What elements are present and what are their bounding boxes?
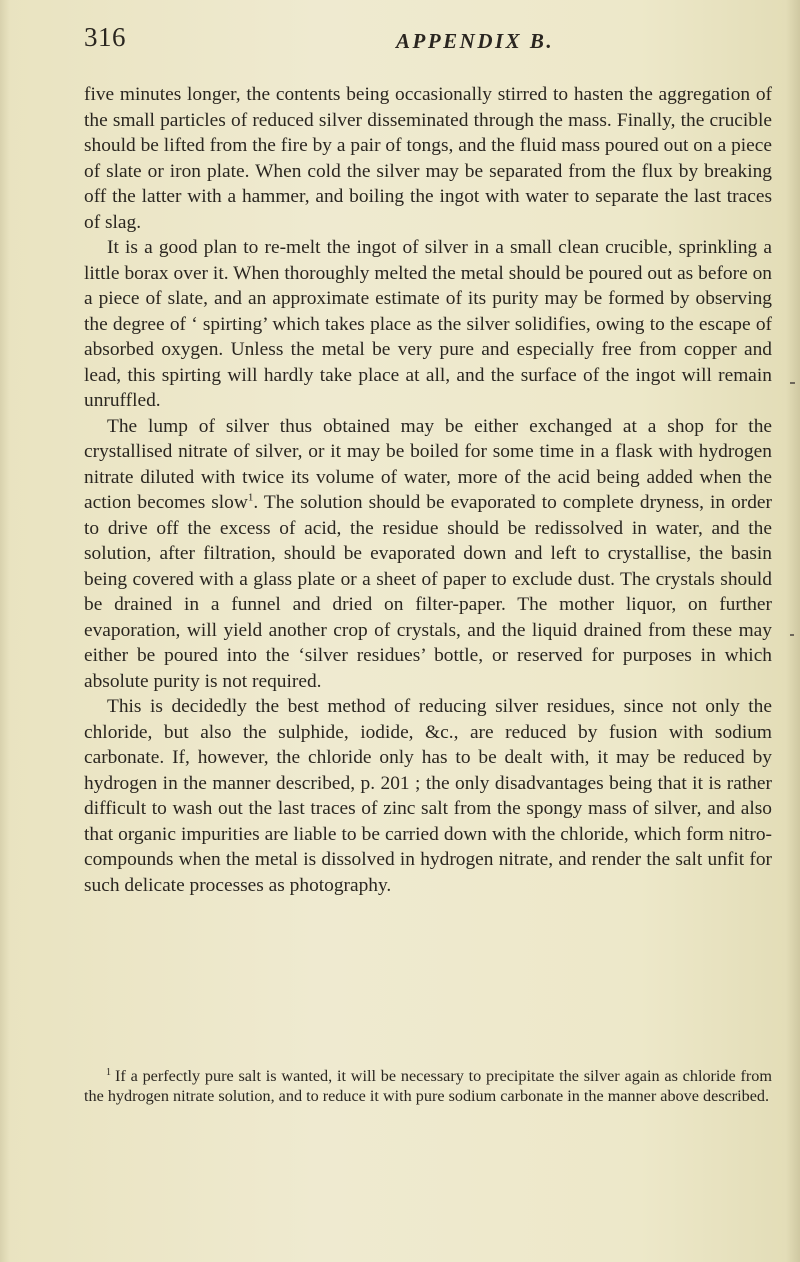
paragraph-3 [84, 414, 772, 695]
page-header [84, 22, 772, 62]
footnote [84, 1066, 772, 1106]
page-edge-shadow [786, 0, 800, 1262]
paragraph-2: It is a good plan to re-melt the ingot of silver in a small clean crucible, sprinkling a little borax over it. When thoroughly melted the metal should be poured out as before on a piece of slate, and an approximate estimate of its purity may be formed by observing the degree of ‘ spirting’ which takes place as the silver solidifies, owing to the escape of absorbed oxygen. Unless the metal be very pure and especially free from copper and lead, this spirting will hardly take place at all, and the surface of the ingot will remain unruffled. [84, 237, 772, 411]
paragraph-3-text-b: . The solution should be evaporated to complete dryness, in order to drive off the excess of acid, the residue should be redissolved in water, and the solution, after filtration, should be evaporated down and left to crystallise, the basin being covered with a glass plate or a sheet of paper to exclude dust. The crystals should be drained in a funnel and dried on filter-paper. The mother liquor, on further evaporation, will yield another crop of crystals, and the liquid drained from these may either be poured into the ‘silver residues’ bottle, or reserved for purposes in which absolute purity is not required. [84, 492, 772, 692]
body-text [84, 82, 772, 898]
page-number: 316 [84, 22, 126, 52]
paragraph-4: This is decidedly the best method of reducing silver residues, since not only the chloride, but also the sulphide, iodide, &c., are reduced by fusion with sodium carbonate. If, however, the chloride only has to be dealt with, it may be reduced by hydrogen in the manner described, p. 201 ; the only disadvantages being that it is rather difficult to wash out the last traces of zinc salt from the spongy mass of silver, and also that organic impurities are liable to be carried down with the chloride, which form nitro-compounds when the metal is dissolved in hydrogen nitrate, and render the salt unfit for such delicate processes as photography. [84, 696, 772, 896]
paragraph-1: five minutes longer, the contents being occasionally stirred to hasten the aggregation of the small particles of reduced silver disseminated through the mass. Finally, the crucible should be lifted from the fire by a pair of tongs, and the fluid mass poured out on a piece of slate or iron plate. When cold the silver may be separated from the flux by breaking off the latter with a hammer, and boiling the ingot with water to separate the last traces of slag. [84, 84, 772, 233]
margin-mark [790, 634, 794, 636]
page-gutter-shadow [0, 0, 10, 1262]
footnote-reference: 1 [247, 491, 254, 504]
footnote-mark: 1 [106, 1066, 111, 1078]
running-head: APPENDIX B. [396, 29, 555, 53]
margin-mark [790, 382, 795, 384]
paragraph-3-text-a: The lump of silver thus obtained may be either exchanged at a shop for the crystallised nitrate of silver, or it may be boiled for some time in a flask with hydrogen nitrate diluted with twice its volume of water, more of the acid being added when the action becomes slow [84, 415, 772, 513]
footnote-text: If a perfectly pure salt is wanted, it will be necessary to precipitate the silver again as chloride from the hydrogen nitrate solution, and to reduce it with pure sodium carbonate in the manner above described. [84, 1067, 772, 1105]
